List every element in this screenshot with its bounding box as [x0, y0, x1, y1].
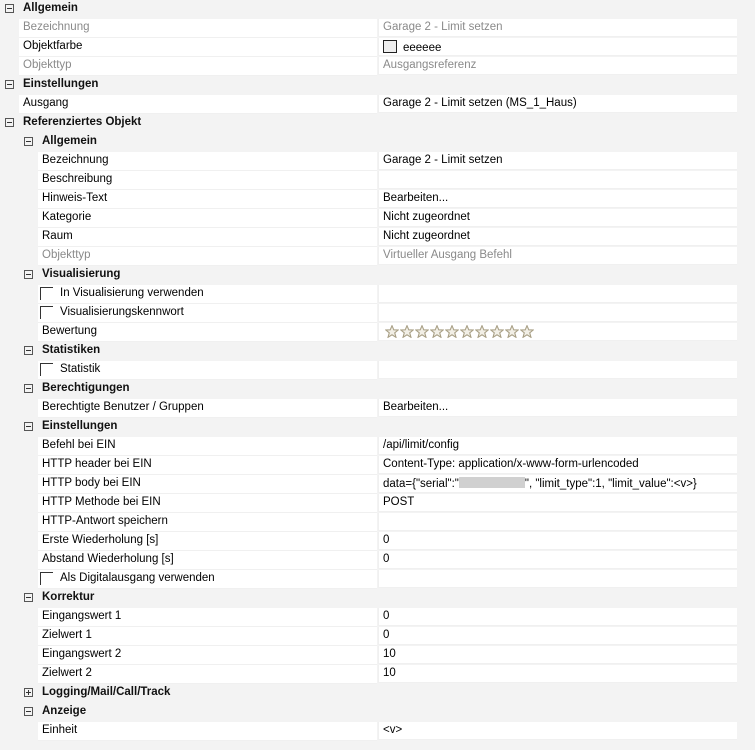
- subcategory-logging[interactable]: [0, 684, 755, 703]
- property-befehl-bei-ein[interactable]: [0, 437, 755, 456]
- befehl-input[interactable]: /api/limit/config: [383, 439, 460, 451]
- body-prefix: data={"serial":": [383, 478, 459, 490]
- property-label: Zielwert 1: [42, 629, 92, 641]
- checkbox[interactable]: [40, 572, 53, 585]
- category-allgemein[interactable]: [0, 0, 755, 19]
- category-label: Logging/Mail/Call/Track: [42, 686, 171, 698]
- property-bewertung[interactable]: [0, 323, 755, 342]
- category-referenziertes-objekt[interactable]: [0, 114, 755, 133]
- property-http-methode[interactable]: [0, 494, 755, 513]
- property-bezeichnung: [0, 19, 755, 38]
- category-label: Referenziertes Objekt: [23, 116, 142, 128]
- star-icon[interactable]: [415, 325, 429, 338]
- category-label: Visualisierung: [42, 268, 121, 280]
- property-label: Visualisierungskennwort: [60, 306, 184, 318]
- subcategory-berechtigungen[interactable]: [0, 380, 755, 399]
- property-label: Bewertung: [42, 325, 97, 337]
- kategorie-select[interactable]: Nicht zugeordnet: [383, 211, 470, 223]
- collapse-icon[interactable]: [5, 118, 14, 127]
- property-ref-objekttyp: [0, 247, 755, 266]
- property-label: Berechtigte Benutzer / Gruppen: [42, 401, 204, 413]
- category-label: Einstellungen: [23, 78, 99, 90]
- property-label: Eingangswert 1: [42, 610, 122, 622]
- subcategory-korrektur[interactable]: [0, 589, 755, 608]
- property-label: HTTP-Antwort speichern: [42, 515, 168, 527]
- property-label: Beschreibung: [42, 173, 113, 185]
- property-value: Garage 2 - Limit setzen: [383, 21, 503, 33]
- subcategory-anzeige[interactable]: [0, 703, 755, 722]
- zielwert-1-input[interactable]: 0: [383, 629, 390, 641]
- property-label: Objekttyp: [23, 59, 72, 71]
- property-http-header[interactable]: [0, 456, 755, 475]
- color-swatch[interactable]: [383, 40, 397, 53]
- einheit-input[interactable]: <v>: [383, 724, 403, 736]
- category-label: Allgemein: [42, 135, 97, 147]
- property-label: Kategorie: [42, 211, 92, 223]
- eingangswert-2-input[interactable]: 10: [383, 648, 396, 660]
- benutzer-edit-link[interactable]: Bearbeiten...: [383, 401, 449, 413]
- property-ausgang[interactable]: [0, 95, 755, 114]
- collapse-icon[interactable]: [5, 4, 14, 13]
- star-icon[interactable]: [505, 325, 519, 338]
- property-berechtigte-benutzer[interactable]: [0, 399, 755, 418]
- property-http-body[interactable]: [0, 475, 755, 494]
- property-eingangswert-2[interactable]: [0, 646, 755, 665]
- checkbox[interactable]: [40, 306, 53, 319]
- property-in-visualisierung[interactable]: [0, 285, 755, 304]
- property-label: Eingangswert 2: [42, 648, 122, 660]
- property-label: Befehl bei EIN: [42, 439, 116, 451]
- collapse-icon[interactable]: [24, 270, 33, 279]
- property-label: Bezeichnung: [42, 154, 109, 166]
- collapse-icon[interactable]: [24, 422, 33, 431]
- property-label: Ausgang: [23, 97, 69, 109]
- star-icon[interactable]: [490, 325, 504, 338]
- color-value[interactable]: eeeeee: [403, 42, 442, 54]
- property-objekttyp: [0, 57, 755, 76]
- property-label: Bezeichnung: [23, 21, 90, 33]
- http-body-input[interactable]: [383, 477, 697, 490]
- erste-wiederholung-input[interactable]: 0: [383, 534, 390, 546]
- property-statistik[interactable]: [0, 361, 755, 380]
- collapse-icon[interactable]: [5, 80, 14, 89]
- property-label: Zielwert 2: [42, 667, 92, 679]
- property-digitalausgang[interactable]: [0, 570, 755, 589]
- property-label: Einheit: [42, 724, 78, 736]
- property-label: Statistik: [60, 363, 101, 375]
- property-label: Raum: [42, 230, 73, 242]
- property-label: HTTP body bei EIN: [42, 477, 141, 489]
- body-suffix: ", "limit_type":1, "limit_value":<v>}: [524, 478, 697, 490]
- ausgang-value[interactable]: Garage 2 - Limit setzen (MS_1_Haus): [383, 97, 577, 109]
- zielwert-2-input[interactable]: 10: [383, 667, 396, 679]
- property-eingangswert-1[interactable]: [0, 608, 755, 627]
- bezeichnung-input[interactable]: Garage 2 - Limit setzen: [383, 154, 503, 166]
- http-methode-select[interactable]: POST: [383, 496, 415, 508]
- property-zielwert-2[interactable]: [0, 665, 755, 684]
- star-icon[interactable]: [520, 325, 534, 338]
- eingangswert-1-input[interactable]: 0: [383, 610, 390, 622]
- collapse-icon[interactable]: [24, 346, 33, 355]
- property-zielwert-1[interactable]: [0, 627, 755, 646]
- expand-icon[interactable]: [24, 688, 33, 697]
- subcategory-allgemein[interactable]: [0, 133, 755, 152]
- collapse-icon[interactable]: [24, 593, 33, 602]
- category-label: Statistiken: [42, 344, 101, 356]
- checkbox[interactable]: [40, 363, 53, 376]
- category-label: Berechtigungen: [42, 382, 130, 394]
- property-objektfarbe[interactable]: [0, 38, 755, 57]
- category-einstellungen[interactable]: [0, 76, 755, 95]
- property-label: Erste Wiederholung [s]: [42, 534, 159, 546]
- star-icon[interactable]: [445, 325, 459, 338]
- subcategory-statistiken[interactable]: [0, 342, 755, 361]
- category-label: Korrektur: [42, 591, 95, 603]
- collapse-icon[interactable]: [24, 384, 33, 393]
- property-erste-wiederholung[interactable]: [0, 532, 755, 551]
- raum-select[interactable]: Nicht zugeordnet: [383, 230, 470, 242]
- star-icon[interactable]: [460, 325, 474, 338]
- property-kategorie[interactable]: [0, 209, 755, 228]
- hinweis-edit-link[interactable]: Bearbeiten...: [383, 192, 449, 204]
- property-label: Hinweis-Text: [42, 192, 108, 204]
- subcategory-visualisierung[interactable]: [0, 266, 755, 285]
- property-label: HTTP Methode bei EIN: [42, 496, 161, 508]
- star-rating[interactable]: [385, 325, 534, 338]
- category-label: Anzeige: [42, 705, 87, 717]
- subcategory-einstellungen[interactable]: [0, 418, 755, 437]
- property-value: Ausgangsreferenz: [383, 59, 477, 71]
- category-label: Allgemein: [23, 2, 78, 14]
- property-beschreibung[interactable]: [0, 171, 755, 190]
- property-ref-bezeichnung[interactable]: [0, 152, 755, 171]
- property-label: Objekttyp: [42, 249, 91, 261]
- collapse-icon[interactable]: [24, 707, 33, 716]
- property-http-antwort[interactable]: [0, 513, 755, 532]
- property-label: Als Digitalausgang verwenden: [60, 572, 215, 584]
- star-icon[interactable]: [385, 325, 399, 338]
- property-label: In Visualisierung verwenden: [60, 287, 204, 299]
- collapse-icon[interactable]: [24, 137, 33, 146]
- http-header-input[interactable]: Content-Type: application/x-www-form-urlencoded: [383, 458, 639, 470]
- star-icon[interactable]: [430, 325, 444, 338]
- star-icon[interactable]: [475, 325, 489, 338]
- property-hinweis-text[interactable]: [0, 190, 755, 209]
- star-icon[interactable]: [400, 325, 414, 338]
- property-label: HTTP header bei EIN: [42, 458, 152, 470]
- abstand-wiederholung-input[interactable]: 0: [383, 553, 390, 565]
- property-label: Objektfarbe: [23, 40, 83, 52]
- checkbox[interactable]: [40, 287, 53, 300]
- property-label: Abstand Wiederholung [s]: [42, 553, 174, 565]
- property-einheit[interactable]: [0, 722, 755, 741]
- property-value: Virtueller Ausgang Befehl: [383, 249, 512, 261]
- redacted-serial: [459, 477, 525, 488]
- property-raum[interactable]: [0, 228, 755, 247]
- property-visualisierungskennwort[interactable]: [0, 304, 755, 323]
- category-label: Einstellungen: [42, 420, 118, 432]
- property-abstand-wiederholung[interactable]: [0, 551, 755, 570]
